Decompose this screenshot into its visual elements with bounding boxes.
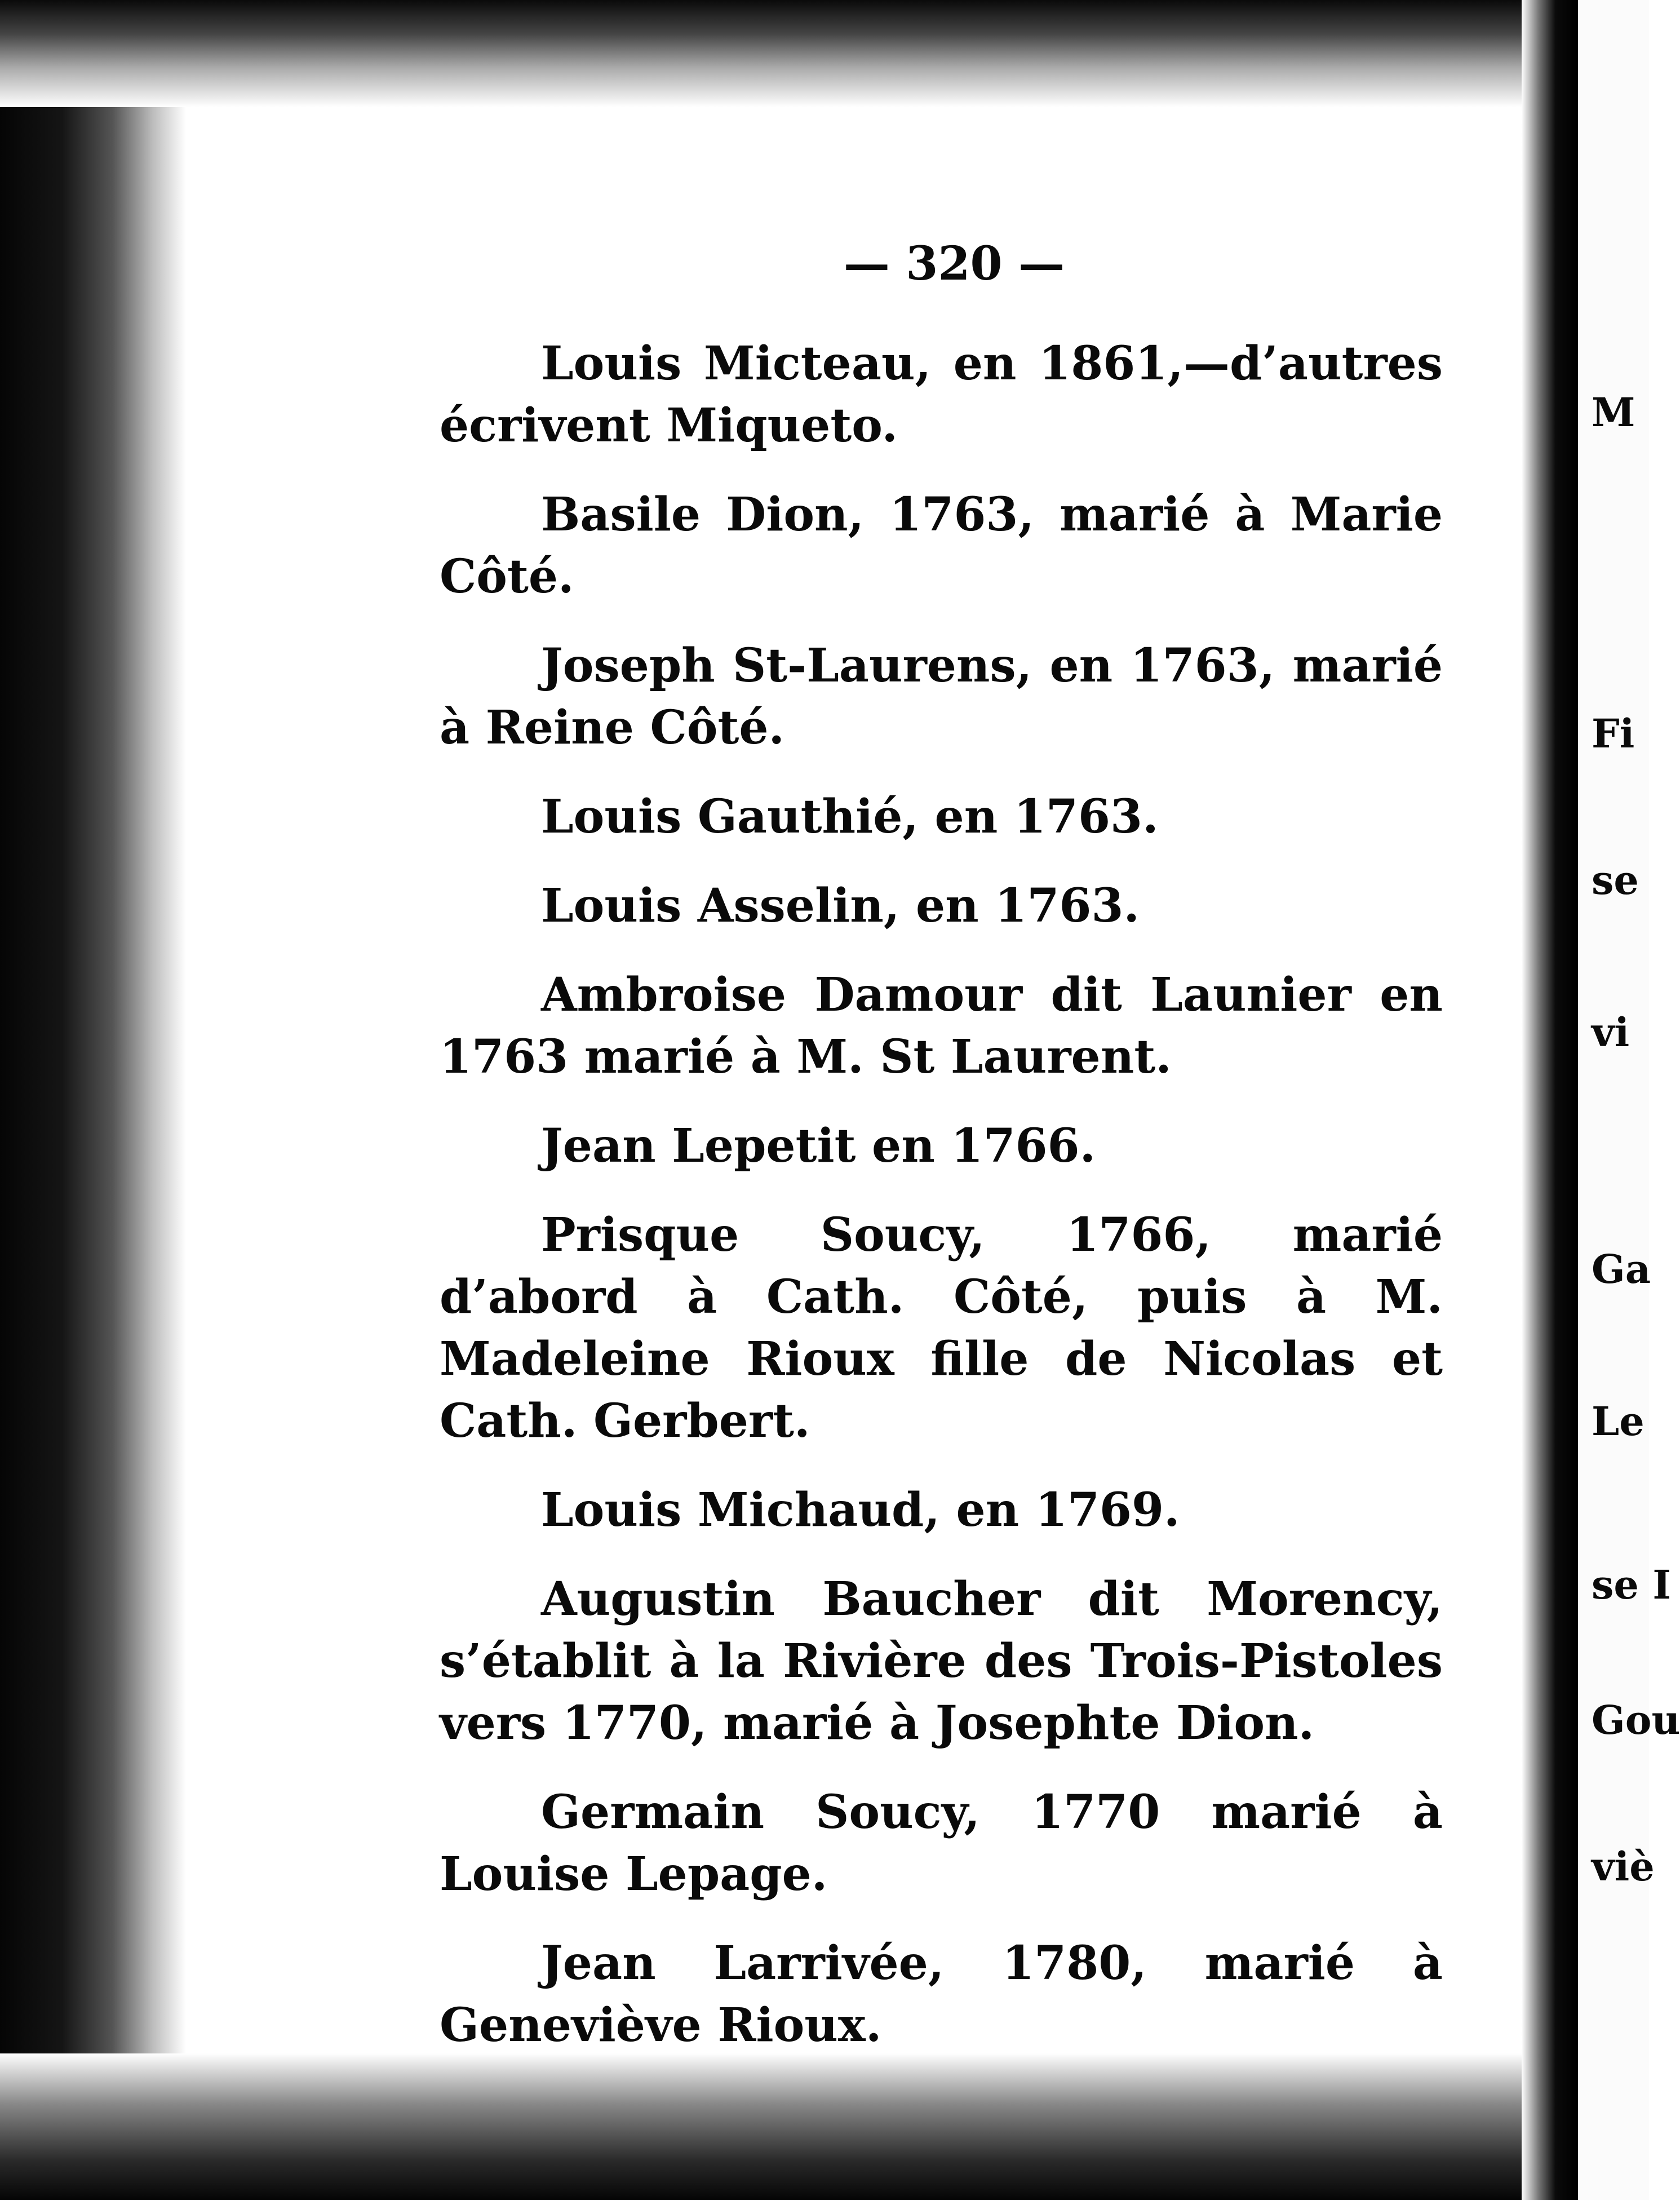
facing-page-fragment: Ga — [1592, 1246, 1651, 1292]
entry-st-laurens: Joseph St-Laurens, en 1763, marié à Reine Côté. — [440, 639, 1443, 755]
scan-shadow-top — [0, 0, 1649, 107]
facing-page-fragment: Le — [1592, 1398, 1644, 1445]
facing-page-fragment: se I — [1592, 1561, 1672, 1608]
facing-page-fragment: viè — [1592, 1843, 1655, 1890]
entry-larrivee: Jean Larrivée, 1780, marié à Geneviève Rioux. — [440, 1936, 1443, 2052]
entry-germain-soucy: Germain Soucy, 1770 marié à Louise Lepage. — [440, 1785, 1443, 1901]
facing-page-fragment: M — [1592, 389, 1635, 436]
facing-page-fragment: vi — [1592, 1009, 1630, 1056]
scan-shadow-left — [0, 0, 186, 2200]
entry-dion: Basile Dion, 1763, marié à Marie Côté. — [440, 488, 1443, 604]
scan-shadow-bottom — [0, 2053, 1649, 2200]
entry-lepetit: Jean Lepetit en 1766. — [541, 1119, 1096, 1173]
entry-asselin: Louis Asselin, en 1763. — [541, 879, 1140, 933]
entry-micteau: Louis Micteau, en 1861,—d’autres écrivent Miqueto. — [440, 337, 1443, 453]
facing-page-edge — [1578, 0, 1680, 2200]
page-body — [440, 333, 1443, 2056]
page-number-row — [0, 237, 1649, 291]
page-number: — 320 — — [843, 237, 1065, 291]
entry-michaud: Louis Michaud, en 1769. — [541, 1483, 1180, 1537]
entry-prisque-soucy: Prisque Soucy, 1766, marié d’abord à Cath. Côté, puis à M. Madeleine Rioux fille de Nicolas et Cath. Gerbert. — [440, 1208, 1443, 1448]
entry-baucher: Augustin Baucher dit Morency, s’établit à la Rivière des Trois-Pistoles vers 1770, marié à Josephte Dion. — [440, 1572, 1443, 1750]
entry-gauthie: Louis Gauthié, en 1763. — [541, 790, 1159, 844]
facing-page-fragment: Gou — [1592, 1697, 1680, 1743]
facing-page-fragment: Fi — [1592, 710, 1635, 757]
facing-page-fragment: se — [1592, 857, 1639, 904]
book-gutter — [1522, 0, 1578, 2200]
entry-damour: Ambroise Damour dit Launier en 1763 marié à M. St Laurent. — [440, 968, 1443, 1084]
